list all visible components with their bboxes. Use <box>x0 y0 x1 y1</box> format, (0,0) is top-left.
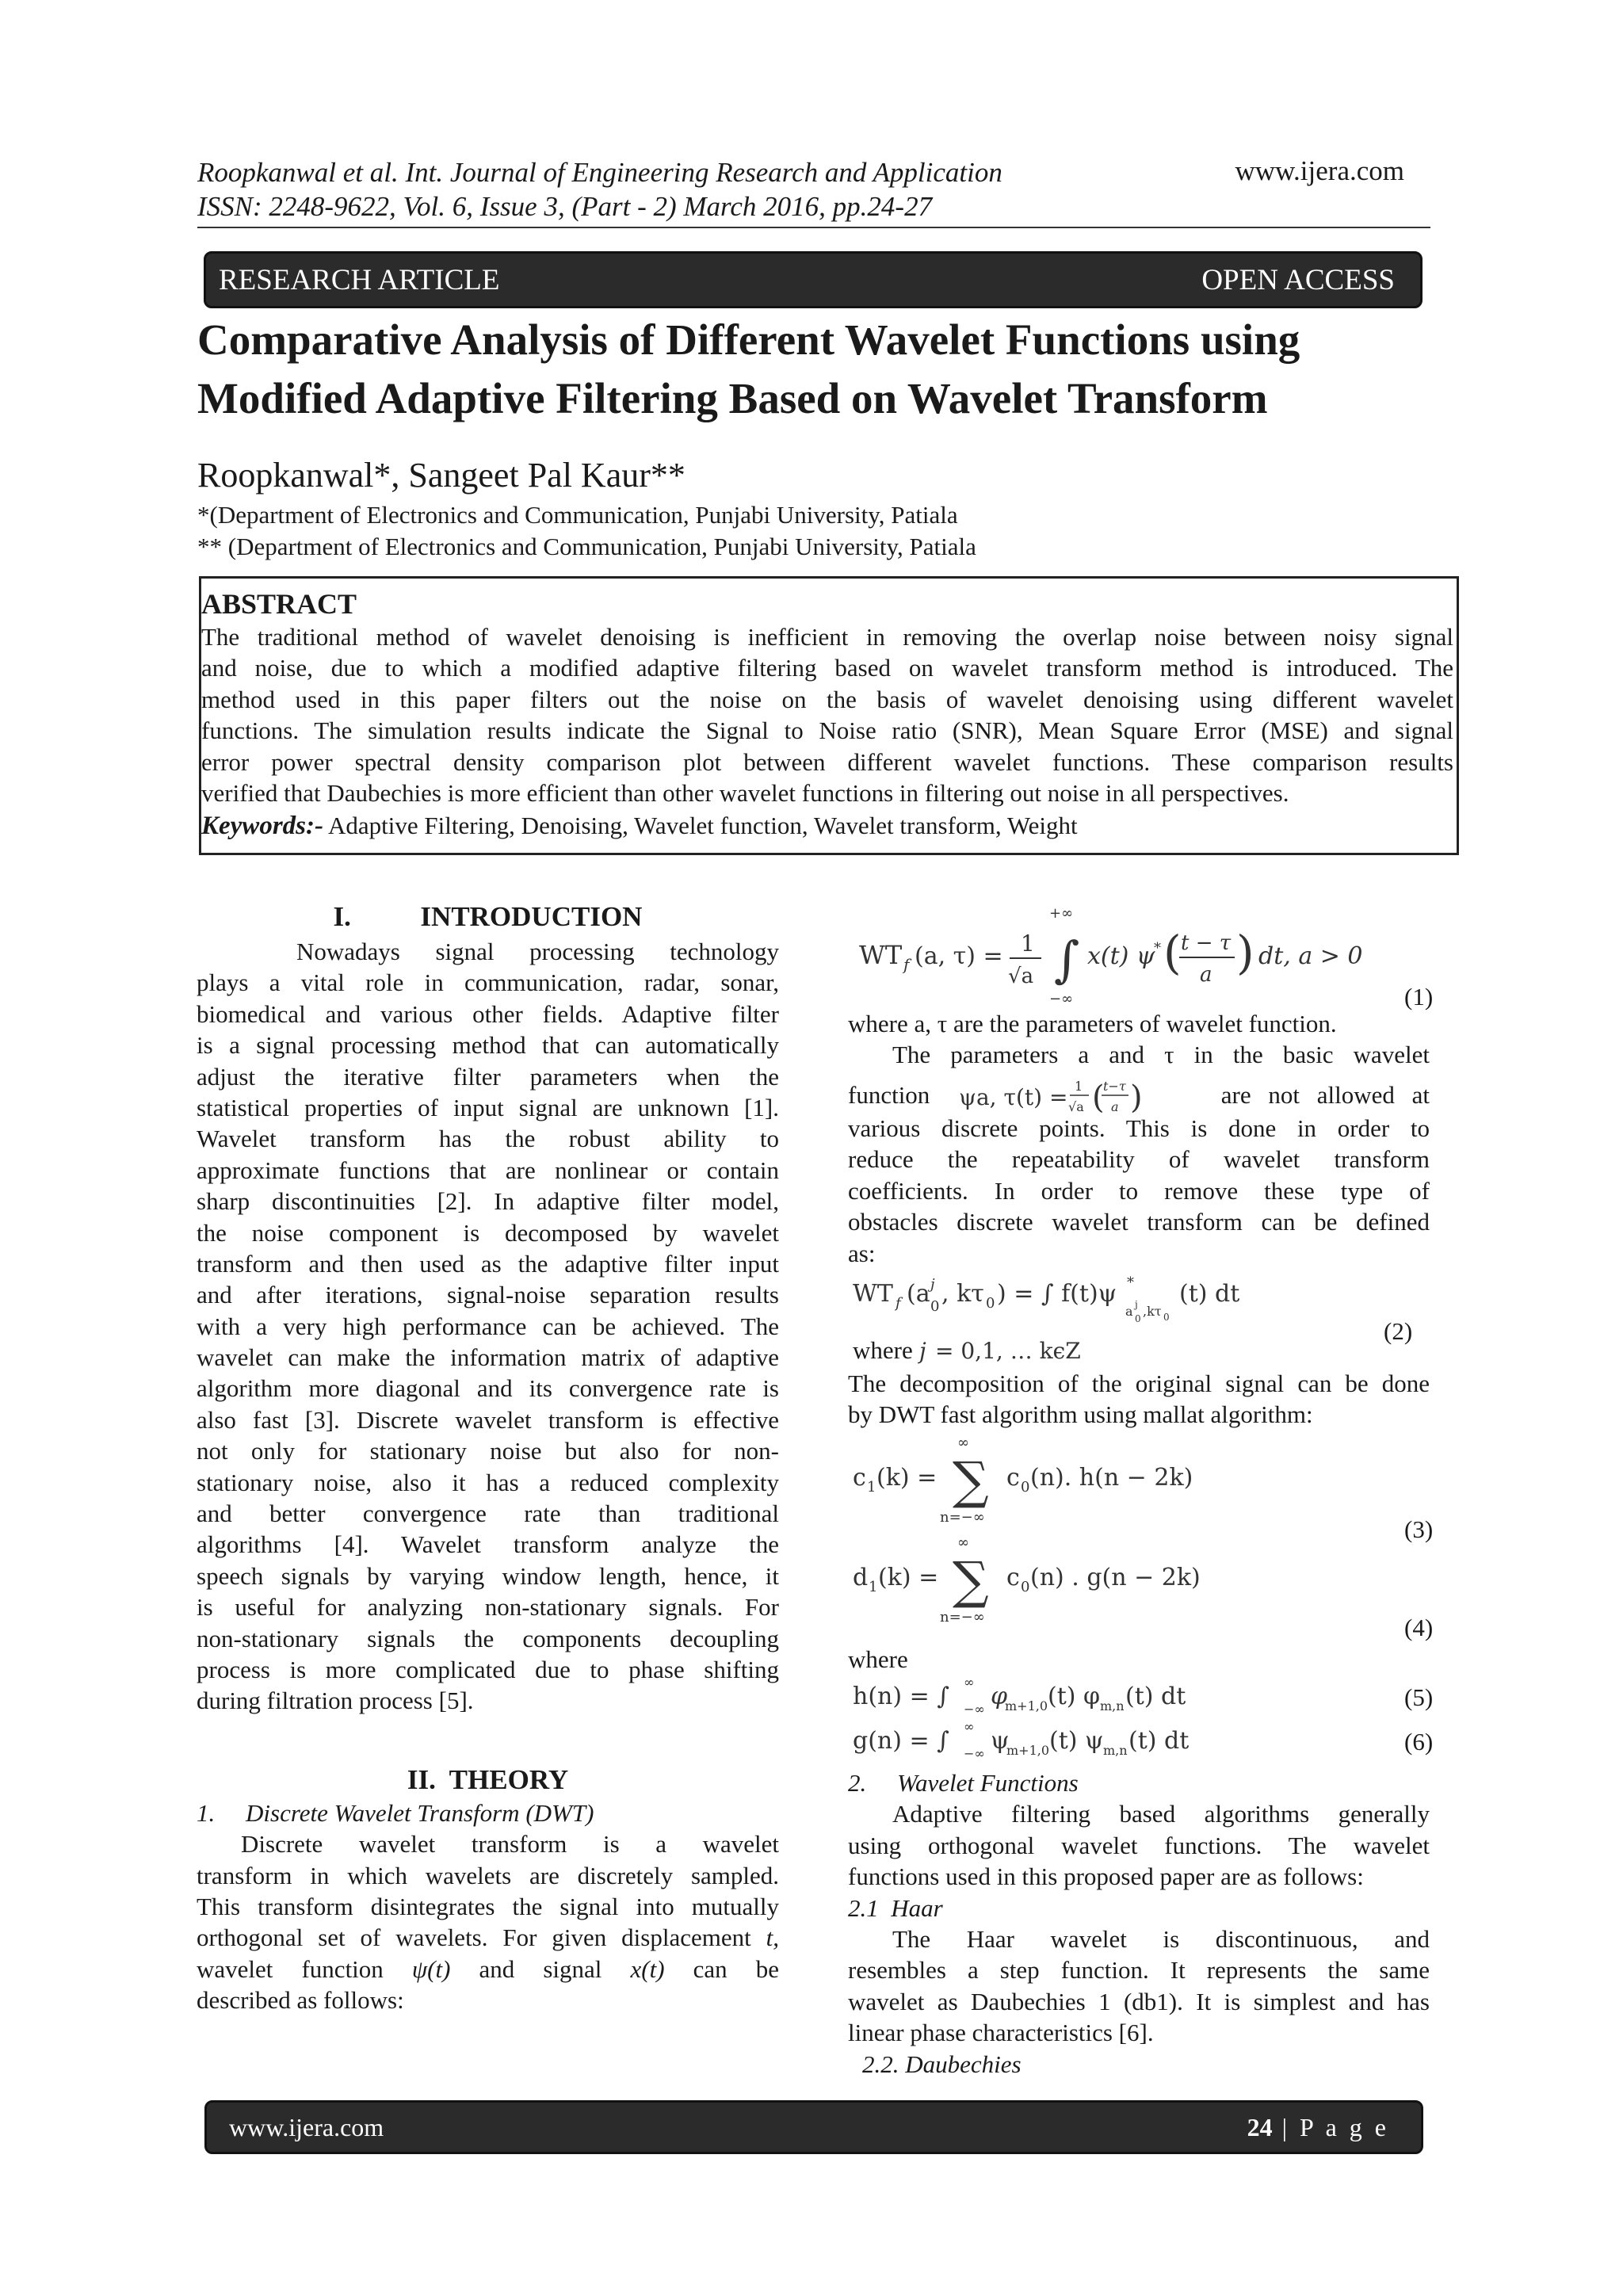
svg-text:(t) dt: (t) dt <box>1179 1280 1240 1308</box>
title-line-2: Modified Adaptive Filtering Based on Wavelet Transform <box>197 374 1268 422</box>
dwt-subheading: 1. Discrete Wavelet Transform (DWT) <box>197 1798 594 1827</box>
header-rule <box>197 227 1430 228</box>
dwt-line: transform in which wavelets are discretely sampled. <box>197 1861 779 1889</box>
svg-text:0: 0 <box>1163 1312 1170 1323</box>
svg-text:dt, a > 0: dt, a > 0 <box>1258 942 1363 970</box>
svg-text:h(n) = ∫: h(n) = ∫ <box>853 1683 949 1710</box>
intro-line: plays a vital role in communication, radar, sonar, <box>197 968 779 997</box>
svg-text:1: 1 <box>1021 930 1035 957</box>
svg-text:m,n: m,n <box>1103 1743 1128 1758</box>
svg-text:(n) . g(n − 2k): (n) . g(n − 2k) <box>1030 1564 1201 1591</box>
title-line-1: Comparative Analysis of Different Wavelet Functions using <box>197 315 1300 364</box>
paper-title <box>197 311 1434 428</box>
page-footer <box>204 2100 1423 2154</box>
svg-text:φ: φ <box>991 1683 1008 1710</box>
svg-text:): ) <box>1236 926 1254 980</box>
header-website[interactable]: www.ijera.com <box>1235 155 1404 186</box>
svg-text:f: f <box>896 1295 901 1312</box>
abstract-line: functions. The simulation results indicate the Signal to Noise ratio (SNR), Mean Square Error (MSE) and signal <box>201 716 1453 745</box>
svg-text:(t) ψ: (t) ψ <box>1049 1727 1104 1755</box>
intro-line: the noise component is decomposed by wavelet <box>197 1218 779 1247</box>
abstract-line: verified that Daubechies is more efficient than other wavelet functions in filtering out noise in all perspectives. <box>201 779 1289 808</box>
haar-line: The Haar wavelet is discontinuous, and <box>892 1924 1430 1953</box>
svg-text:,kτ: ,kτ <box>1143 1304 1162 1319</box>
equation-1 <box>857 904 1396 1013</box>
intro-line: Wavelet transform has the robust ability to <box>197 1125 779 1153</box>
svg-text:): ) <box>1130 1079 1143 1116</box>
intro-line: during filtration process [5]. <box>197 1687 474 1715</box>
equation-4-number: (4) <box>1404 1614 1434 1641</box>
authors: Roopkanwal*, Sangeet Pal Kaur** <box>197 456 685 495</box>
equation-2-number: (2) <box>1384 1317 1413 1345</box>
keywords-list: Adaptive Filtering, Denoising, Wavelet function, Wavelet transform, Weight <box>323 812 1078 839</box>
intro-line: process is more complicated due to phase shifting <box>197 1655 779 1683</box>
decomposition-text <box>848 1368 1430 1431</box>
svg-text:f: f <box>903 955 910 974</box>
wf-line: using orthogonal wavelet functions. The wavelet <box>848 1831 1430 1859</box>
svg-text:(a: (a <box>907 1280 930 1308</box>
svg-text:, kτ: , kτ <box>941 1280 984 1308</box>
equation-3 <box>851 1436 1279 1531</box>
svg-text:t − τ: t − τ <box>1181 931 1232 955</box>
para-line: obstacles discrete wavelet transform can be defined <box>848 1208 1430 1236</box>
svg-text:c: c <box>1006 1464 1020 1492</box>
svg-text:a: a <box>1200 963 1212 987</box>
svg-text:(t) dt: (t) dt <box>1125 1683 1186 1710</box>
page-number: 24 <box>1247 2112 1273 2141</box>
svg-text:∑: ∑ <box>953 1552 989 1610</box>
affiliation-1: *(Department of Electronics and Communication, Punjabi University, Patiala <box>197 501 958 529</box>
svg-text:g(n) = ∫: g(n) = ∫ <box>853 1727 949 1755</box>
j-domain-formula <box>918 1335 1100 1366</box>
intro-line: statistical properties of input signal are unknown [1]. <box>197 1093 779 1121</box>
introduction-body <box>197 936 779 1717</box>
daubechies-heading: 2.2. Daubechies <box>862 2050 1022 2078</box>
eq2-where-line: where j = 0,1, … kϵZ <box>853 1335 1100 1366</box>
svg-text:√a: √a <box>1068 1099 1084 1114</box>
svg-text:) = ∫ f(t)ψ: ) = ∫ f(t)ψ <box>997 1280 1117 1308</box>
svg-text:*: * <box>1127 1274 1134 1291</box>
introduction-heading: I. INTRODUCTION <box>333 901 643 932</box>
equation-2 <box>851 1266 1295 1330</box>
right-column-upper <box>848 1008 1430 1071</box>
svg-text:m+1,0: m+1,0 <box>1005 1698 1048 1713</box>
svg-text:WT: WT <box>859 940 903 970</box>
open-access-label: OPEN ACCESS <box>1201 263 1395 296</box>
intro-line: Nowadays signal processing technology <box>296 938 779 965</box>
equation-1-number: (1) <box>1404 983 1434 1010</box>
equation-1-graphic <box>857 904 1396 1007</box>
svg-text:1: 1 <box>1075 1079 1083 1094</box>
wf-line: functions used in this proposed paper are as follows: <box>848 1862 1364 1891</box>
svg-text:∞: ∞ <box>964 1675 975 1690</box>
param-line: The parameters a and τ in the basic wavelet <box>892 1041 1430 1069</box>
intro-line: with a very high performance can be achieved. The <box>197 1312 779 1340</box>
equation-6-number: (6) <box>1404 1728 1434 1755</box>
intro-line: and better convergence rate than traditional <box>197 1499 779 1528</box>
eq1-explanation: where a, τ are the parameters of wavelet function. <box>848 1010 1337 1037</box>
right-column-lower <box>848 1767 1430 2080</box>
svg-text:(: ( <box>1163 926 1182 980</box>
footer-page <box>1247 2113 1389 2142</box>
svg-text:a: a <box>1125 1304 1133 1319</box>
intro-line: not only for stationary noise but also for non- <box>197 1437 779 1465</box>
abstract-line: error power spectral density comparison plot between different wavelet functions. These comparison results <box>201 747 1453 776</box>
svg-text:0: 0 <box>986 1295 995 1312</box>
svg-text:(a, τ) =: (a, τ) = <box>915 942 1003 970</box>
svg-text:c: c <box>853 1464 866 1492</box>
svg-text:+∞: +∞ <box>1049 905 1074 922</box>
affiliation-2: ** (Department of Electronics and Communication, Punjabi University, Patiala <box>197 533 976 560</box>
svg-text:−∞: −∞ <box>964 1702 985 1717</box>
svg-text:d: d <box>853 1564 869 1591</box>
svg-text:√a: √a <box>1008 965 1034 988</box>
svg-text:t−τ: t−τ <box>1103 1079 1126 1094</box>
dwt-body <box>197 1828 779 2015</box>
intro-line: wavelet can make the information matrix of adaptive <box>197 1343 779 1372</box>
intro-line: biomedical and various other fields. Adaptive filter <box>197 999 779 1028</box>
function-line: function ψa, τ(t) = 1 √a ( t−τ a ) are not allowed at <box>848 1072 1430 1122</box>
article-type-band <box>204 251 1423 308</box>
left-column <box>197 900 779 2016</box>
dwt-line: described as follows: <box>197 1986 404 2015</box>
svg-text:0: 0 <box>930 1298 940 1315</box>
svg-text:x(t) ψ: x(t) ψ <box>1087 942 1155 970</box>
haar-line: linear phase characteristics [6]. <box>848 2019 1154 2047</box>
svg-text:j: j <box>918 1338 926 1364</box>
intro-line: stationary noise, also it has a reduced complexity <box>197 1468 779 1496</box>
svg-text:ψ: ψ <box>991 1727 1010 1755</box>
dwt-line: This transform disintegrates the signal into mutually <box>197 1892 779 1920</box>
intro-line: is a signal processing method that can automatically <box>197 1031 779 1060</box>
svg-text:(k) =: (k) = <box>876 1464 938 1492</box>
svg-text:−∞: −∞ <box>964 1746 985 1761</box>
equation-6 <box>851 1718 1263 1763</box>
theory-heading: II. THEORY <box>407 1763 569 1795</box>
keywords-label: Keywords:- <box>201 812 323 840</box>
abstract-line: method used in this paper filters out the noise on the basis of wavelet denoising using different wavelet <box>201 685 1453 713</box>
svg-text:WT: WT <box>853 1280 893 1308</box>
svg-text:−∞: −∞ <box>1049 991 1074 1007</box>
abstract-body <box>201 621 1453 808</box>
abstract-heading: ABSTRACT <box>201 588 357 620</box>
wavelet-functions-subheading: 2. Wavelet Functions <box>848 1769 1079 1797</box>
dwt-line: orthogonal set of wavelets. For given displacement t, <box>197 1924 780 1952</box>
svg-text:0: 0 <box>1135 1313 1141 1324</box>
svg-text:ψa, τ(t) =: ψa, τ(t) = <box>959 1084 1068 1110</box>
page-label: | P a g e <box>1272 2112 1389 2141</box>
svg-text:n=−∞: n=−∞ <box>940 1509 985 1526</box>
svg-text:0: 0 <box>1021 1579 1030 1595</box>
intro-line: approximate functions that are nonlinear or contain <box>197 1156 779 1184</box>
dwt-line: wavelet function ψ(t) and signal x(t) can be <box>197 1954 779 1983</box>
svg-text:∑: ∑ <box>953 1452 989 1511</box>
equation-4 <box>851 1536 1279 1631</box>
svg-text:0: 0 <box>1021 1479 1030 1496</box>
wf-line: Adaptive filtering based algorithms generally <box>892 1800 1430 1828</box>
para-line: reduce the repeatability of wavelet transform <box>848 1145 1430 1174</box>
decomp-line: by DWT fast algorithm using mallat algorithm: <box>848 1400 1313 1429</box>
intro-line: is useful for analyzing non-stationary signals. For <box>197 1593 779 1622</box>
svg-text:∫: ∫ <box>1054 930 1080 988</box>
issn-line: ISSN: 2248-9622, Vol. 6, Issue 3, (Part - 2) March 2016, pp.24-27 <box>197 191 933 222</box>
svg-text:= 0,1, … kϵZ: = 0,1, … kϵZ <box>934 1338 1081 1364</box>
svg-text:(: ( <box>1092 1079 1105 1116</box>
svg-text:∞: ∞ <box>964 1719 975 1734</box>
equation-3-number: (3) <box>1404 1515 1434 1543</box>
svg-text:m+1,0: m+1,0 <box>1006 1743 1050 1758</box>
svg-text:m,n: m,n <box>1100 1698 1125 1713</box>
intro-line: adjust the iterative filter parameters when the <box>197 1062 779 1091</box>
research-article-label: RESEARCH ARTICLE <box>219 263 500 296</box>
svg-text:a: a <box>1111 1099 1119 1114</box>
svg-text:j: j <box>1135 1299 1138 1310</box>
svg-text:(t) φ: (t) φ <box>1048 1683 1101 1710</box>
intro-line: algorithms [4]. Wavelet transform analyze the <box>197 1530 779 1559</box>
intro-line: sharp discontinuities [2]. In adaptive filter model, <box>197 1187 779 1216</box>
intro-line: also fast [3]. Discrete wavelet transform is effective <box>197 1405 779 1434</box>
intro-line: algorithm more diagonal and its convergence rate is <box>197 1374 779 1403</box>
svg-text:(k) =: (k) = <box>878 1564 939 1591</box>
haar-line: resembles a step function. It represents the same <box>848 1956 1430 1985</box>
svg-text:(t) dt: (t) dt <box>1128 1727 1190 1755</box>
equation-5 <box>851 1674 1263 1718</box>
haar-line: wavelet as Daubechies 1 (db1). It is simplest and has <box>848 1987 1430 2015</box>
para-line: as: <box>848 1239 876 1267</box>
keywords <box>201 810 1078 842</box>
svg-text:n=−∞: n=−∞ <box>940 1609 985 1626</box>
para-line: coefficients. In order to remove these type of <box>848 1176 1430 1205</box>
svg-text:1: 1 <box>869 1579 878 1595</box>
intro-line: speech signals by varying window length, hence, it <box>197 1561 779 1590</box>
svg-text:*: * <box>1154 940 1161 957</box>
haar-heading: 2.1 Haar <box>848 1893 943 1922</box>
para-line: various discrete points. This is done in order to <box>848 1114 1430 1142</box>
intro-line: non-stationary signals the components decoupling <box>197 1624 779 1652</box>
footer-website[interactable]: www.ijera.com <box>229 2112 384 2141</box>
abstract-line: and noise, due to which a modified adaptive filtering based on wavelet transform method is introduced. The <box>201 654 1453 682</box>
equation-5-number: (5) <box>1404 1683 1434 1711</box>
svg-text:∞: ∞ <box>957 1436 969 1451</box>
svg-text:j: j <box>930 1276 935 1293</box>
journal-line: Roopkanwal et al. Int. Journal of Engineering Research and Application <box>197 157 1002 188</box>
svg-text:c: c <box>1006 1564 1020 1591</box>
decomp-line: The decomposition of the original signal can be done <box>848 1370 1430 1397</box>
svg-text:(n). h(n − 2k): (n). h(n − 2k) <box>1030 1464 1193 1492</box>
svg-text:∞: ∞ <box>957 1536 969 1551</box>
abstract-line: The traditional method of wavelet denoising is inefficient in removing the overlap noise between noisy signal <box>201 623 1453 651</box>
where-label: where <box>848 1645 908 1673</box>
right-column-para <box>848 1113 1430 1269</box>
svg-text:1: 1 <box>867 1479 876 1496</box>
intro-line: transform and then used as the adaptive filter input <box>197 1249 779 1278</box>
dwt-line: Discrete wavelet transform is a wavelet <box>241 1830 779 1859</box>
intro-line: and after iterations, signal-noise separation results <box>197 1281 779 1309</box>
